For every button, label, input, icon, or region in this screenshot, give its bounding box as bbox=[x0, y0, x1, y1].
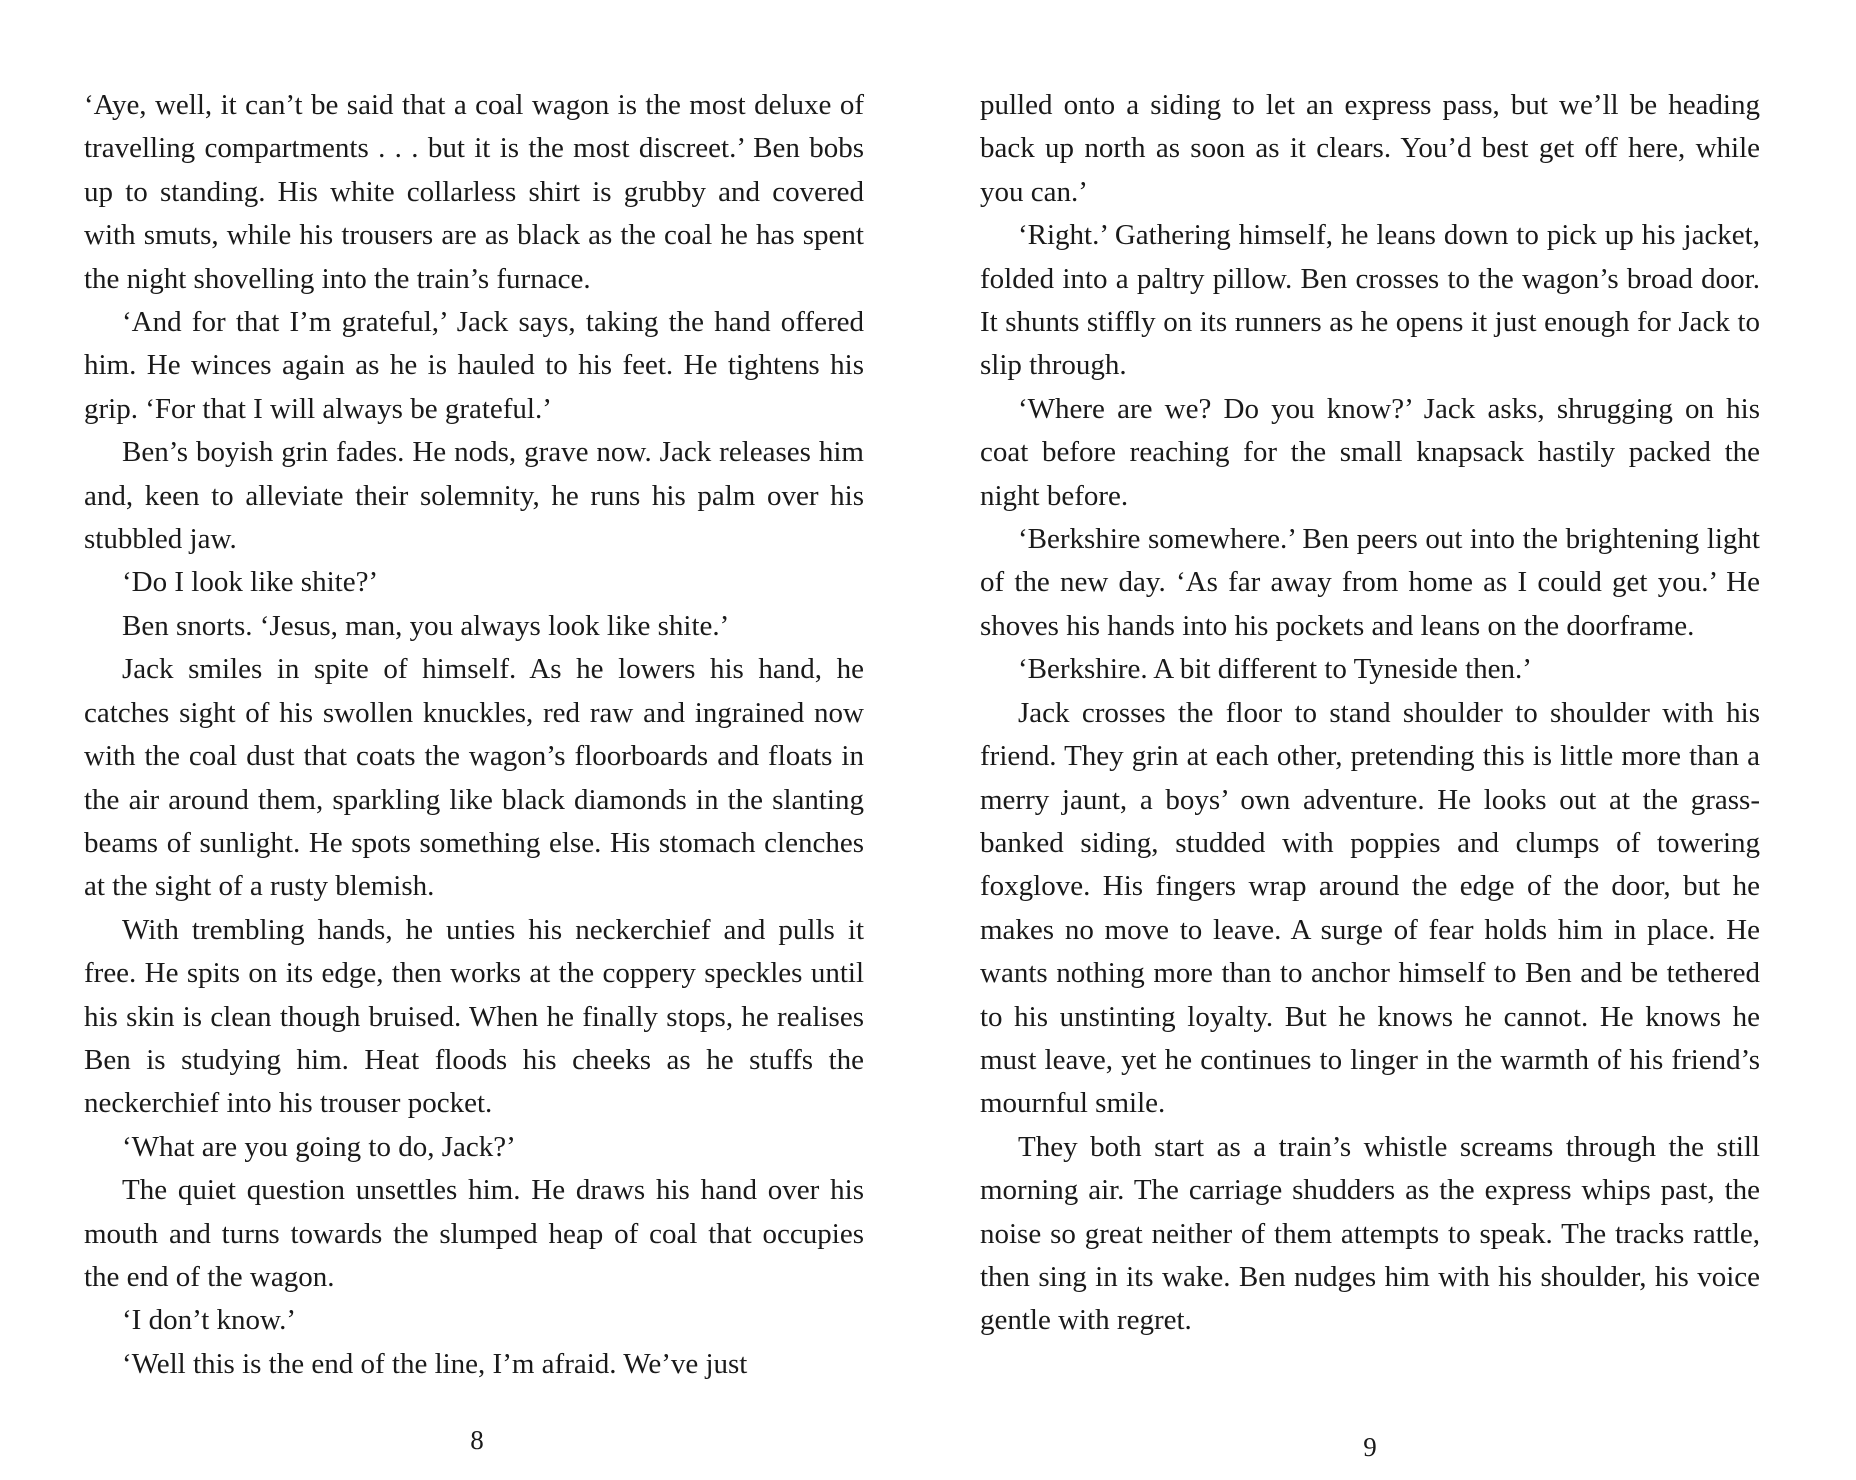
paragraph: ‘Where are we? Do you know?’ Jack asks, shrugging on his coat before reaching for the small knapsack hastily packed the night before. bbox=[980, 392, 1760, 512]
right-page bbox=[980, 84, 1760, 1343]
paragraph: They both start as a train’s whistle screams through the still morning air. The carriage shudders as the express whips past, the noise so great neither of them attempts to speak. The tracks rattle, then sing in its wake. Ben nudges him with his shoulder, his voice gentle with regret. bbox=[980, 1130, 1760, 1337]
left-page bbox=[84, 84, 864, 1386]
paragraph: ‘And for that I’m grateful,’ Jack says, taking the hand offered him. He winces again as he is hauled to his feet. He tightens his grip. ‘For that I will always be grateful.’ bbox=[84, 306, 864, 425]
paragraph: Ben’s boyish grin fades. He nods, grave now. Jack releases him and, keen to alleviate their solemnity, he runs his palm over his stubbled jaw. bbox=[84, 436, 864, 556]
paragraph: ‘Berkshire somewhere.’ Ben peers out into the brightening light of the new day. ‘As far away from home as I could get you.’ He shoves his hands into his pockets and leans on the doorframe. bbox=[980, 523, 1760, 642]
paragraph: ‘Aye, well, it can’t be said that a coal wagon is the most deluxe of travelling compartments . . . but it is the most discreet.’ Ben bobs up to standing. His white collarless shirt is grubby and covered with smuts, while his trousers are as black as the coal he has spent the night shovelling into the train’s furnace. bbox=[84, 89, 864, 295]
page-number-left: 8 bbox=[470, 1425, 484, 1455]
paragraph: ‘Berkshire. A bit different to Tyneside then.’ bbox=[1018, 653, 1532, 686]
paragraph: ‘Do I look like shite?’ bbox=[122, 566, 379, 599]
paragraph: Jack crosses the floor to stand shoulder to shoulder with his friend. They grin at each other, pretending this is little more than a merry jaunt, a boys’ own adventure. He looks out at the grass-banked siding, studded with poppies and clumps of towering foxglove. His fingers wrap around the edge of the door, but he makes no move to leave. A surge of fear holds him in place. He wants nothing more than to anchor himself to Ben and be tethered to his unstinting loyalty. But he knows he cannot. He knows he must leave, yet he continues to linger in the warmth of his friend’s mournful smile. bbox=[980, 696, 1760, 1120]
page-number-right: 9 bbox=[1363, 1432, 1377, 1462]
paragraph: ‘Well this is the end of the line, I’m afraid. We’ve just bbox=[122, 1347, 748, 1380]
paragraph: ‘I don’t know.’ bbox=[122, 1304, 296, 1337]
paragraph: With trembling hands, he unties his neckerchief and pulls it free. He spits on its edge, then works at the coppery speckles until his skin is clean though bruised. When he finally stops, he realises Ben is studying him. Heat floods his cheeks as he stuffs the neckerchief into his trouser pocket. bbox=[84, 913, 864, 1120]
paragraph: Ben snorts. ‘Jesus, man, you always look like shite.’ bbox=[122, 609, 730, 642]
paragraph: Jack smiles in spite of himself. As he lowers his hand, he catches sight of his swollen knuckles, red raw and ingrained now with the coal dust that coats the wagon’s floorboards and floats in the air around them, sparkling like black diamonds in the slanting beams of sunlight. He spots something else. His stomach clenches at the sight of a rusty blemish. bbox=[84, 653, 864, 903]
paragraph: ‘What are you going to do, Jack?’ bbox=[122, 1130, 516, 1163]
paragraph: pulled onto a siding to let an express pass, but we’ll be heading back up north as soon as it clears. You’d best get off here, while you can.’ bbox=[980, 89, 1760, 208]
paragraph: The quiet question unsettles him. He draws his hand over his mouth and turns towards the slumped heap of coal that occupies the end of the wagon. bbox=[84, 1174, 864, 1293]
paragraph: ‘Right.’ Gathering himself, he leans down to pick up his jacket, folded into a paltry pillow. Ben crosses to the wagon’s broad door. It shunts stiffly on its runners as he opens it just enough for Jack to slip through. bbox=[980, 219, 1760, 382]
